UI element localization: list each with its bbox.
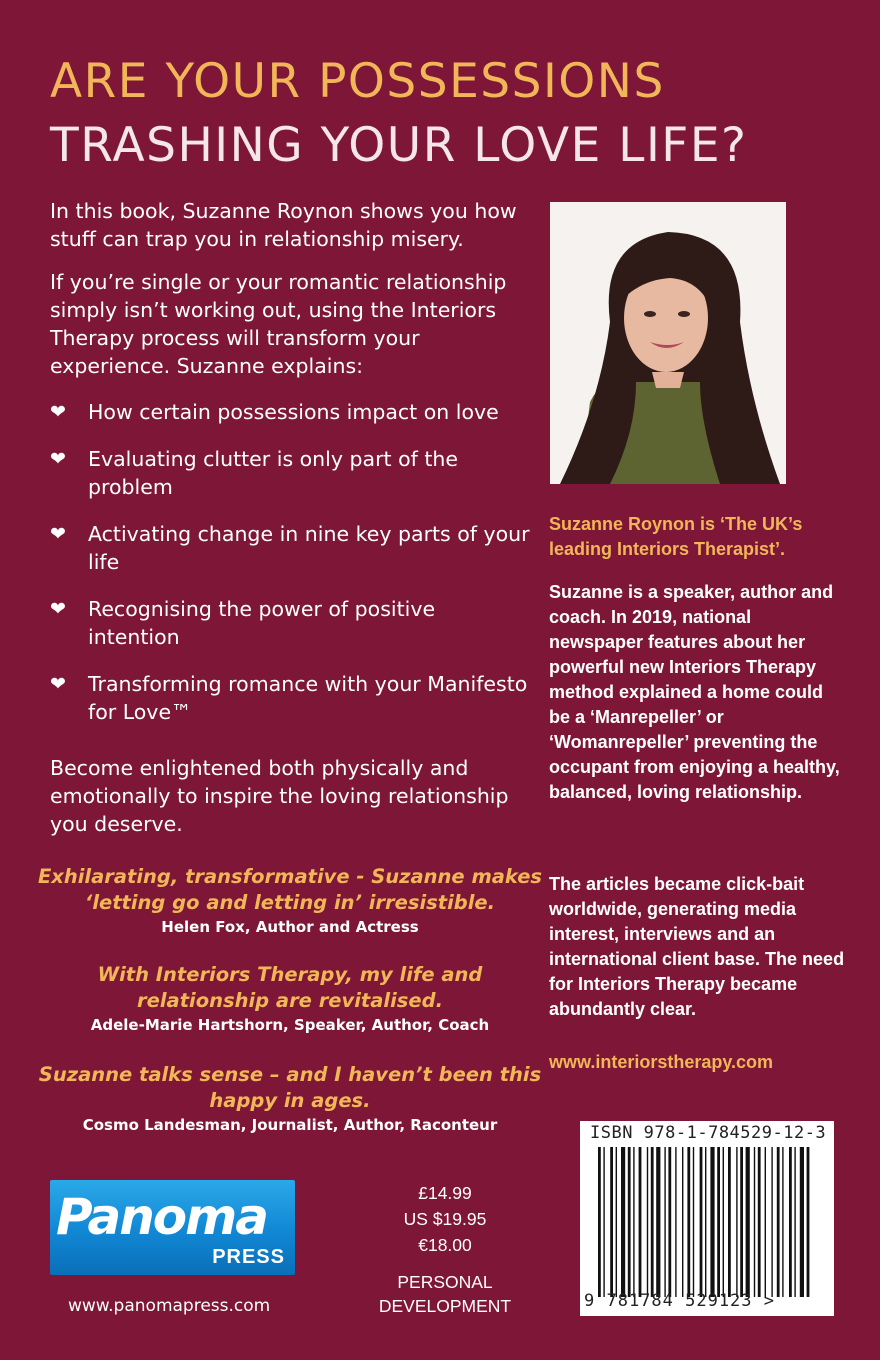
price-usd: US $19.95 xyxy=(403,1209,487,1229)
heart-icon: ❤ xyxy=(50,401,66,423)
price-eur: €18.00 xyxy=(418,1235,472,1255)
author-portrait-illustration xyxy=(550,202,786,484)
testimonial-text: Exhilarating, transformative - Suzanne makes ‘letting go and letting in’ irresistible. xyxy=(37,865,543,914)
headline-line-2: TRASHING YOUR LOVE LIFE? xyxy=(50,118,748,173)
author-bio-paragraph-2: The articles became click-bait worldwide, generating media interest, interviews and an international client base. The need for Interiors Therapy became abundantly clear. xyxy=(549,874,845,1019)
heart-icon: ❤ xyxy=(50,673,66,695)
heart-icon: ❤ xyxy=(50,598,66,620)
heart-icon: ❤ xyxy=(50,523,66,545)
heart-icon: ❤ xyxy=(50,448,66,470)
publisher-logo xyxy=(50,1180,295,1275)
testimonial-3 xyxy=(30,1062,550,1134)
list-item xyxy=(50,520,530,576)
isbn-label: ISBN 978-1-784529-12-3 xyxy=(590,1123,827,1143)
publisher-logo-sub: PRESS xyxy=(212,1246,285,1268)
barcode-digits: 9 781784 529123 > xyxy=(584,1291,775,1311)
author-photo xyxy=(550,202,786,484)
testimonial-2 xyxy=(30,962,550,1034)
list-item xyxy=(50,445,530,501)
intro-paragraph-1: In this book, Suzanne Roynon shows you how stuff can trap you in relationship misery. xyxy=(50,199,517,251)
list-item-text: Evaluating clutter is only part of the problem xyxy=(88,447,458,499)
author-website[interactable]: www.interiorstherapy.com xyxy=(549,1052,774,1072)
closing-paragraph: Become enlightened both physically and emotionally to inspire the loving relationship you deserve. xyxy=(50,756,509,836)
publisher-logo-main: Panoma xyxy=(56,1188,267,1246)
author-tagline: Suzanne Roynon is ‘The UK’s leading Interiors Therapist’. xyxy=(549,514,803,559)
list-item xyxy=(50,595,530,651)
testimonial-author: Adele-Marie Hartshorn, Speaker, Author, Coach xyxy=(90,1016,490,1034)
book-category: PERSONAL DEVELOPMENT xyxy=(378,1272,512,1316)
list-item xyxy=(50,670,530,726)
testimonial-text: With Interiors Therapy, my life and relationship are revitalised. xyxy=(97,963,483,1012)
barcode-panel xyxy=(580,1121,834,1316)
publisher-website[interactable]: www.panomapress.com xyxy=(68,1296,271,1316)
intro-paragraph-2: If you’re single or your romantic relationship simply isn’t working out, using the Interiors Therapy process will transform your experience. Suzanne explains: xyxy=(50,270,507,378)
list-item-text: Transforming romance with your Manifesto for Love™ xyxy=(88,672,528,724)
testimonial-text: Suzanne talks sense – and I haven’t been this happy in ages. xyxy=(38,1063,542,1112)
list-item xyxy=(50,398,530,426)
list-item-text: Recognising the power of positive intention xyxy=(88,597,436,649)
headline-line-1: ARE YOUR POSSESSIONS xyxy=(50,54,665,109)
list-item-text: Activating change in nine key parts of your life xyxy=(88,522,530,574)
barcode xyxy=(598,1147,814,1297)
price-list xyxy=(380,1180,510,1258)
price-gbp: £14.99 xyxy=(418,1183,472,1203)
testimonial-author: Cosmo Landesman, Journalist, Author, Raconteur xyxy=(82,1116,498,1134)
list-item-text: How certain possessions impact on love xyxy=(88,400,499,424)
author-bio-paragraph-1: Suzanne is a speaker, author and coach. In 2019, national newspaper features about her powerful new Interiors Therapy method explained a home could be a ‘Manrepeller’ or ‘Womanrepeller’ preventing the occupant from enjoying a healthy, balanced, loving relationship. xyxy=(549,582,840,802)
testimonial-author: Helen Fox, Author and Actress xyxy=(161,918,419,936)
testimonial-1 xyxy=(30,864,550,936)
benefit-list xyxy=(50,398,530,745)
